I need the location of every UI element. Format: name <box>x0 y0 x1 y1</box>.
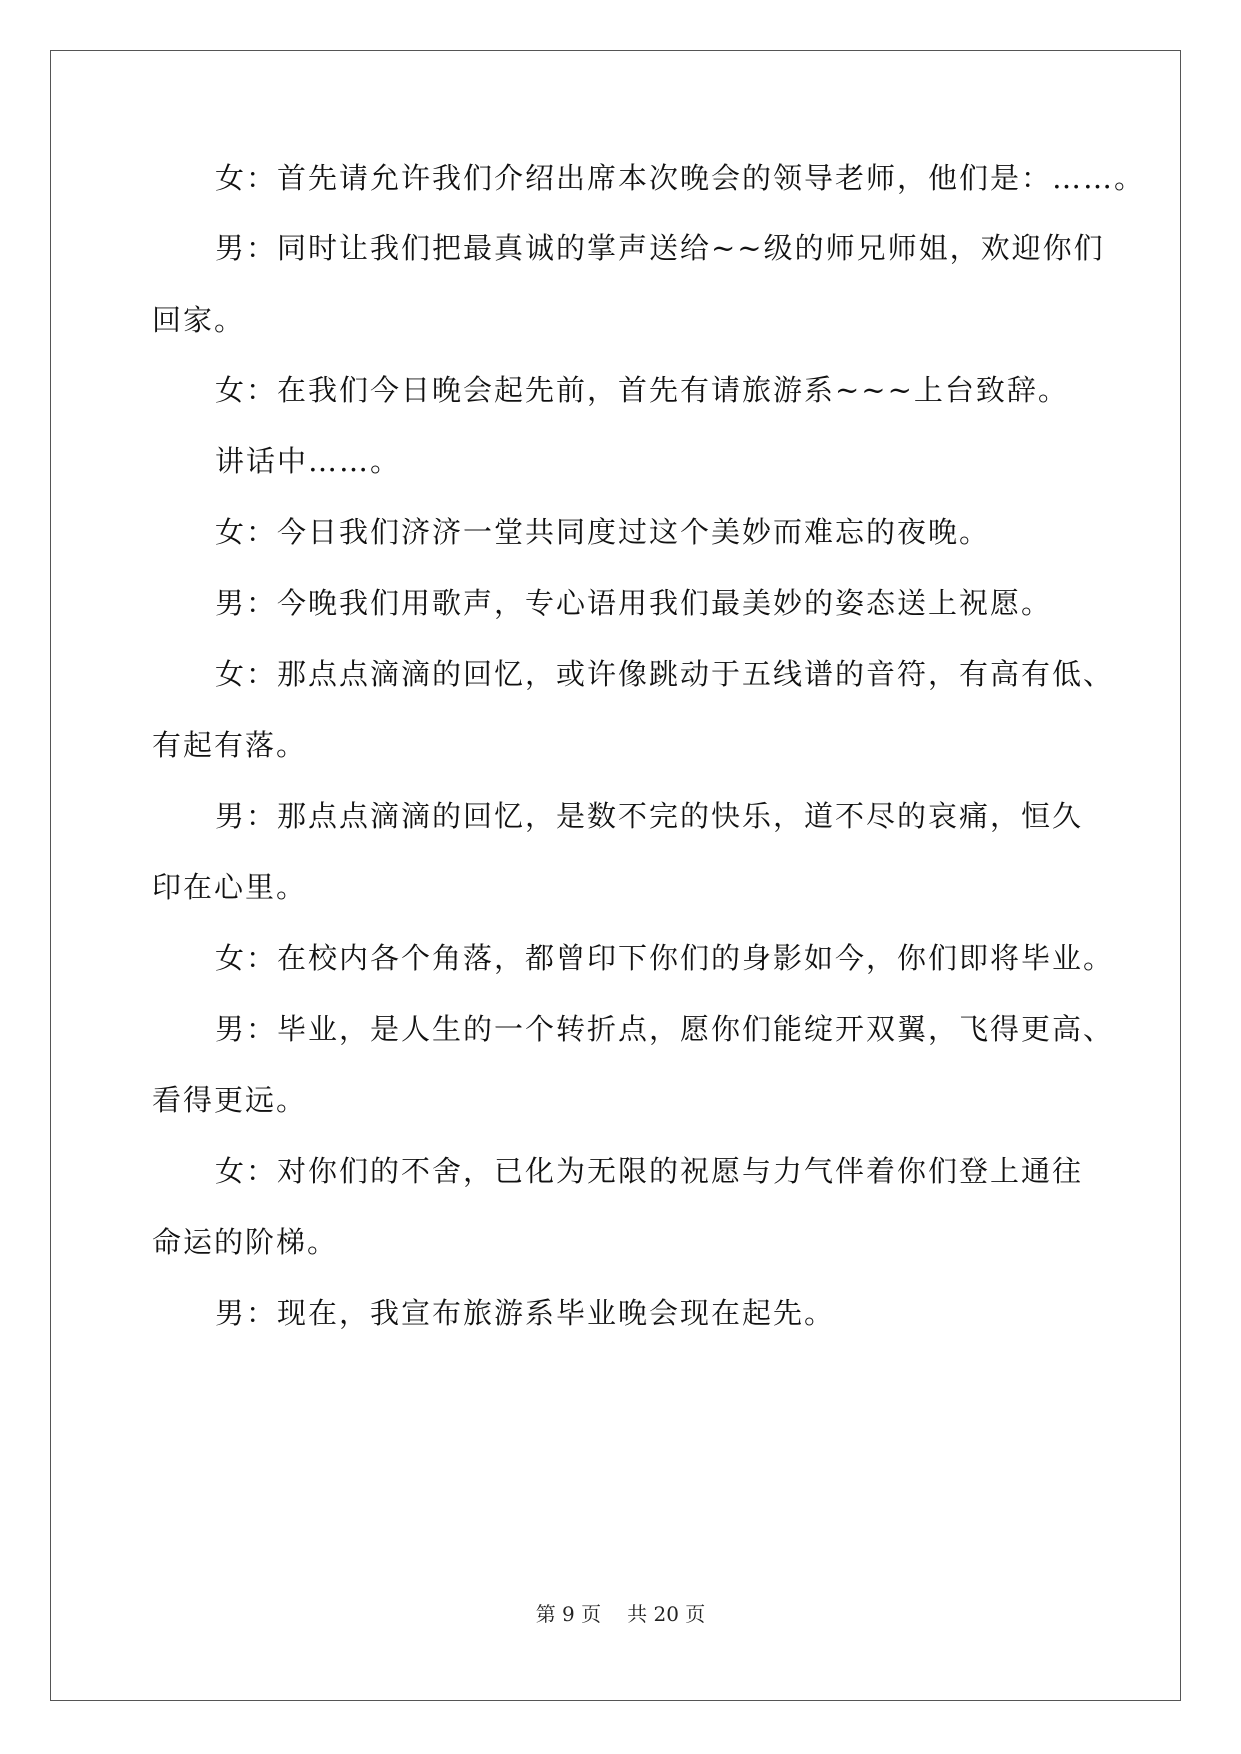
text-line: 男：现在，我宣布旅游系毕业晚会现在起先。 <box>215 1296 836 1330</box>
text-line: 女：在校内各个角落，都曾印下你们的身影如今，你们即将毕业。 <box>215 941 1115 975</box>
text-line: 女：在我们今日晚会起先前，首先有请旅游系~~~上台致辞。 <box>215 373 1069 407</box>
text-line: 男：那点点滴滴的回忆，是数不完的快乐，道不尽的哀痛，恒久 <box>215 799 1084 833</box>
text-line: 男：同时让我们把最真诚的掌声送给~~级的师兄师姐，欢迎你们 <box>215 231 1105 265</box>
text-line: 女：那点点滴滴的回忆，或许像跳动于五线谱的音符，有高有低、 <box>215 657 1115 691</box>
text-line: 看得更远。 <box>152 1083 308 1117</box>
text-line: 讲话中……。 <box>215 444 402 478</box>
page-footer <box>0 1600 1241 1628</box>
text-line: 男：今晚我们用歌声，专心语用我们最美妙的姿态送上祝愿。 <box>215 586 1053 620</box>
page-number: 第 9 页 <box>535 1602 602 1626</box>
text-line: 女：首先请允许我们介绍出席本次晚会的领导老师，他们是：……。 <box>215 161 1146 195</box>
text-line: 印在心里。 <box>152 870 308 904</box>
text-line: 女：今日我们济济一堂共同度过这个美妙而难忘的夜晚。 <box>215 515 991 549</box>
text-line: 有起有落。 <box>152 728 308 762</box>
text-line: 回家。 <box>152 303 246 337</box>
text-line: 命运的阶梯。 <box>152 1225 339 1259</box>
page-total: 共 20 页 <box>627 1602 706 1626</box>
text-line: 男：毕业，是人生的一个转折点，愿你们能绽开双翼，飞得更高、 <box>215 1012 1115 1046</box>
text-line: 女：对你们的不舍，已化为无限的祝愿与力气伴着你们登上通往 <box>215 1154 1084 1188</box>
